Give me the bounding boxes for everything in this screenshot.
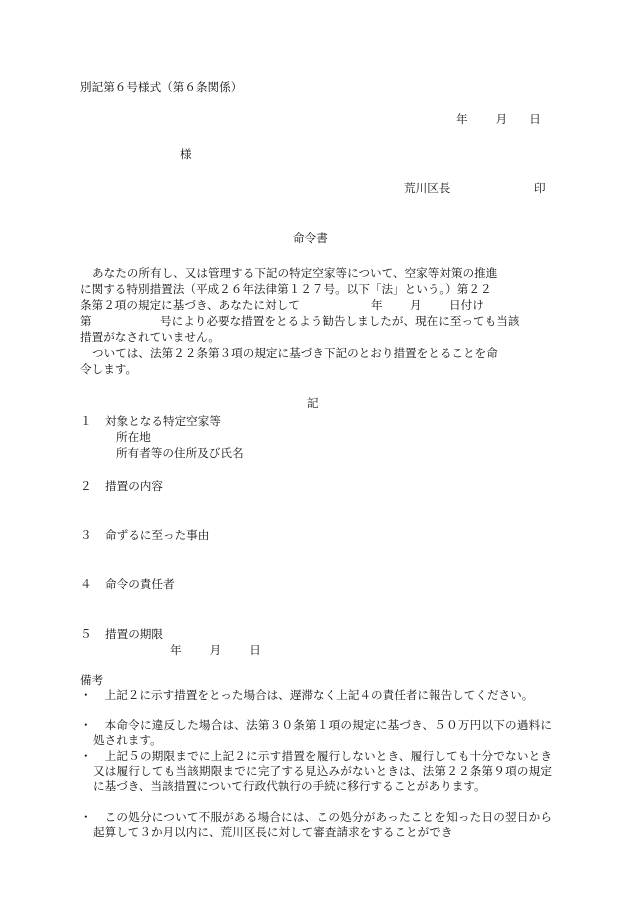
remark-4-text: この処分について不服がある場合には、この処分があったことを知った日の翌日から起算して３か月以内に、荒川区長に対して審査請求をすることができ bbox=[93, 810, 552, 839]
remark-4 bbox=[80, 810, 552, 840]
remark-3-bullet: ・ bbox=[80, 749, 92, 763]
item-5-date-month: 月 bbox=[209, 643, 222, 657]
item-2-number: ２ bbox=[80, 479, 92, 493]
item-5-label: 措置の期限 bbox=[105, 627, 163, 641]
item-1-number: １ bbox=[80, 414, 92, 428]
remark-2 bbox=[80, 718, 552, 748]
body-line-3-year: 年 bbox=[371, 298, 383, 312]
remark-1-text: 上記２に示す措置をとった場合は、遅滞なく上記４の責任者に報告してください。 bbox=[104, 688, 534, 702]
body-line-3 bbox=[80, 298, 300, 313]
body-line-6: ついては、法第２２条第３項の規定に基づき下記のとおり措置をとることを命 bbox=[92, 346, 498, 360]
header-date bbox=[456, 112, 541, 127]
ki-heading: 記 bbox=[307, 396, 319, 410]
item-1-label: 対象となる特定空家等 bbox=[105, 414, 221, 428]
body-line-1: あなたの所有し、又は管理する下記の特定空家等について、空家等対策の推進 bbox=[92, 266, 498, 280]
body-line-2: に関する特別措置法（平成２６年法律第１２７号。以下「法」という。）第２２ bbox=[80, 282, 492, 296]
addressee-suffix: 様 bbox=[180, 147, 192, 161]
body-line-5: 措置がなされていません。 bbox=[80, 330, 220, 344]
body-line-3-month: 月 bbox=[410, 298, 422, 312]
body-line-4-prefix: 第 bbox=[80, 314, 92, 328]
issuer-title: 荒川区長 bbox=[404, 181, 451, 195]
doc-title: 命令書 bbox=[293, 231, 328, 245]
remark-1-bullet: ・ bbox=[80, 688, 92, 702]
item-3-number: ３ bbox=[80, 528, 92, 542]
item-5-number: ５ bbox=[80, 627, 92, 641]
body-line-4: 号により必要な措置をとるよう勧告しましたが、現在に至っても当該 bbox=[160, 314, 520, 328]
body-line-7: 令します。 bbox=[80, 362, 138, 376]
item-2-label: 措置の内容 bbox=[105, 479, 163, 493]
remark-4-bullet: ・ bbox=[80, 810, 92, 824]
remark-3 bbox=[80, 749, 552, 794]
remark-2-bullet: ・ bbox=[80, 718, 92, 732]
issuer-seal: 印 bbox=[534, 181, 546, 195]
remark-1 bbox=[80, 688, 552, 703]
remark-2-text: 本命令に違反した場合は、法第３０条第１項の規定に基づき、５０万円以下の過料に処されます。 bbox=[93, 718, 552, 747]
remarks-title: 備考 bbox=[80, 673, 104, 687]
item-5-date-day: 日 bbox=[249, 643, 261, 657]
item-4-number: ４ bbox=[80, 577, 92, 591]
item-3-label: 命ずるに至った事由 bbox=[105, 528, 210, 542]
item-5-date-year: 年 bbox=[170, 643, 182, 657]
header-date-year: 年 bbox=[456, 112, 468, 126]
header-date-month: 月 bbox=[495, 112, 508, 126]
remark-3-text: 上記５の期限までに上記２に示す措置を履行しないとき、履行しても十分でないとき又は履行しても当該期限までに完了する見込みがないときは、法第２２条第９項の規定に基づき、当該措置について行政代執行の手続に移行することがあります。 bbox=[93, 749, 552, 793]
header-date-day: 日 bbox=[529, 112, 541, 126]
item-4-label: 命令の責任者 bbox=[105, 577, 175, 591]
item-1-sub-owner: 所有者等の住所及び氏名 bbox=[116, 446, 244, 460]
body-line-3-dated: 日付け bbox=[449, 298, 484, 312]
body-line-3-text: 条第２項の規定に基づき、あなたに対して bbox=[80, 298, 300, 312]
form-number: 別記第６号様式（第６条関係） bbox=[80, 80, 243, 94]
item-5-date bbox=[170, 643, 261, 658]
item-1-sub-location: 所在地 bbox=[116, 430, 151, 444]
